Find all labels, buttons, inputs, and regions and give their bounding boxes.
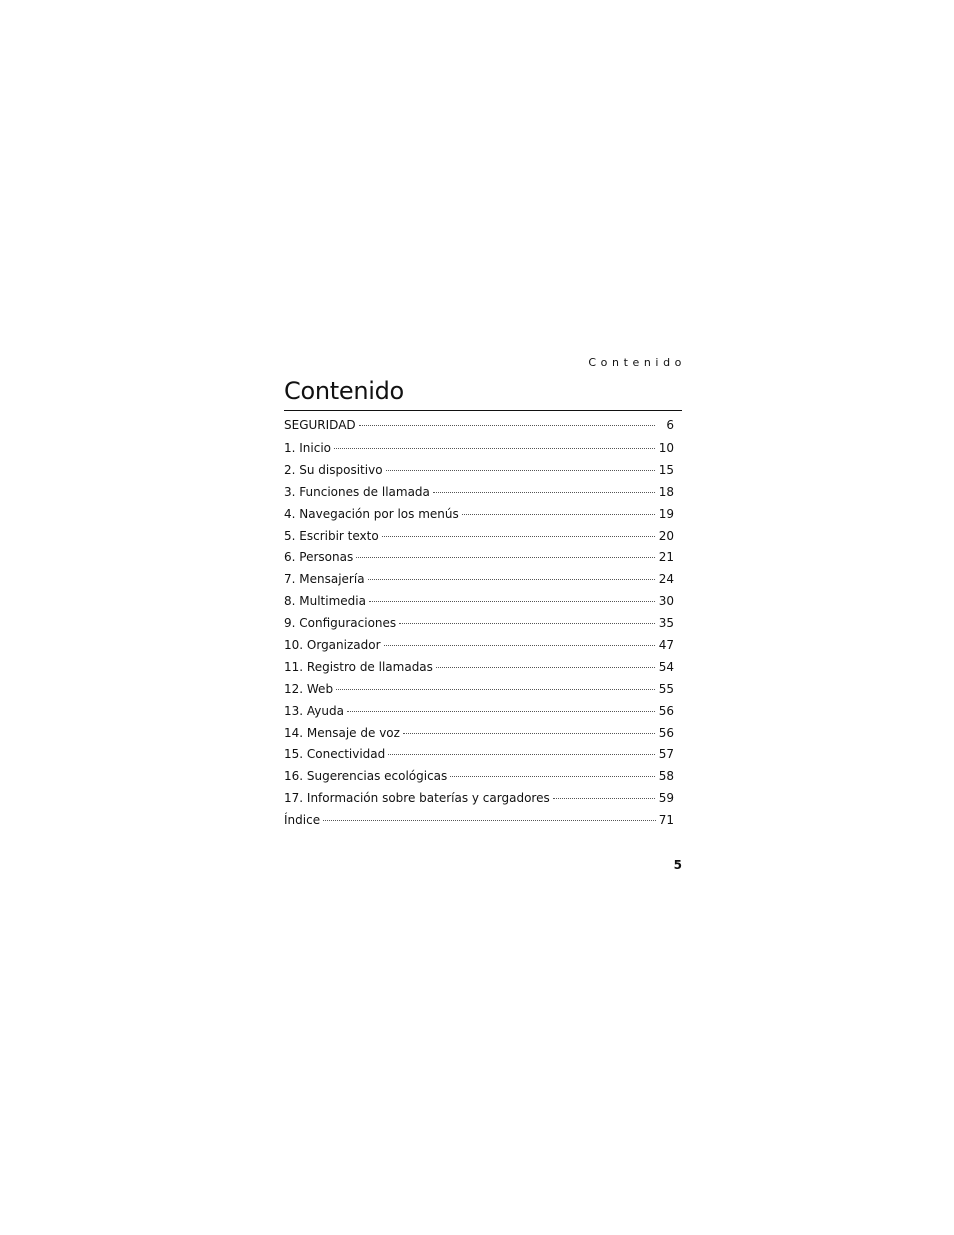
toc-dot-leader	[386, 470, 655, 471]
document-page	[284, 0, 686, 1235]
toc-entry-label: 11. Registro de llamadas	[284, 659, 433, 674]
toc-entry-page: 59	[658, 791, 674, 806]
toc-dot-leader	[382, 536, 655, 537]
toc-entry-label: 10. Organizador	[284, 638, 381, 653]
toc-dot-leader	[323, 820, 656, 821]
toc-dot-leader	[384, 645, 655, 646]
toc-entry-page: 19	[658, 506, 674, 521]
toc-entry-page: 15	[658, 462, 674, 477]
toc-entry-funciones-de-llamada[interactable]	[284, 485, 674, 507]
toc-dot-leader	[356, 557, 655, 558]
toc-entry-label: 16. Sugerencias ecológicas	[284, 769, 448, 784]
toc-entry-label: 5. Escribir texto	[284, 528, 379, 543]
toc-dot-leader	[462, 514, 655, 515]
toc-entry-page: 55	[658, 681, 674, 696]
toc-entry-label: 13. Ayuda	[284, 703, 344, 718]
toc-entry-label: 7. Mensajería	[284, 572, 365, 587]
toc-entry-page: 57	[658, 747, 674, 762]
page-title: Contenido	[284, 377, 404, 405]
toc-entry-multimedia[interactable]	[284, 594, 674, 616]
toc-entry-organizador[interactable]	[284, 638, 674, 660]
toc-entry-page: 56	[658, 725, 674, 740]
toc-entry-page: 71	[658, 813, 674, 828]
toc-dot-leader	[334, 448, 655, 449]
page-number: 5	[673, 858, 682, 872]
toc-entry-mensajeria[interactable]	[284, 572, 674, 594]
table-of-contents	[284, 418, 674, 835]
toc-entry-escribir-texto[interactable]	[284, 529, 674, 551]
toc-entry-personas[interactable]	[284, 550, 674, 572]
toc-entry-label: 8. Multimedia	[284, 594, 366, 609]
toc-entry-page: 10	[658, 441, 674, 455]
toc-dot-leader	[347, 711, 655, 712]
toc-entry-baterias-y-cargadores[interactable]	[284, 791, 674, 813]
toc-entry-label: 17. Información sobre baterías y cargadores	[284, 791, 550, 806]
toc-entry-page: 58	[658, 769, 674, 784]
toc-dot-leader	[436, 667, 655, 668]
toc-entry-label: 2. Su dispositivo	[284, 462, 383, 477]
toc-entry-label: 14. Mensaje de voz	[284, 725, 400, 740]
toc-entry-label: 3. Funciones de llamada	[284, 484, 430, 499]
toc-entry-sugerencias-ecologicas[interactable]	[284, 769, 674, 791]
toc-entry-mensaje-de-voz[interactable]	[284, 726, 674, 748]
toc-entry-configuraciones[interactable]	[284, 616, 674, 638]
toc-dot-leader	[403, 733, 655, 734]
toc-entry-navegacion-por-los-menus[interactable]	[284, 507, 674, 529]
title-divider	[284, 410, 682, 411]
toc-entry-page: 6	[666, 418, 674, 432]
toc-entry-page: 54	[658, 659, 674, 674]
toc-entry-page: 30	[658, 594, 674, 609]
toc-entry-indice[interactable]	[284, 813, 674, 835]
toc-entry-label: Índice	[284, 813, 321, 828]
toc-entry-page: 56	[658, 703, 674, 718]
toc-entry-su-dispositivo[interactable]	[284, 463, 674, 485]
toc-dot-leader	[433, 492, 655, 493]
toc-entry-label: 15. Conectividad	[284, 747, 386, 762]
toc-entry-page: 24	[658, 572, 674, 587]
toc-entry-label: 12. Web	[284, 681, 334, 696]
toc-dot-leader	[388, 754, 655, 755]
running-header: Contenido	[588, 356, 686, 369]
toc-entry-page: 47	[658, 638, 674, 653]
toc-entry-conectividad[interactable]	[284, 747, 674, 769]
toc-entry-label: 6. Personas	[284, 550, 354, 565]
toc-entry-registro-de-llamadas[interactable]	[284, 660, 674, 682]
toc-dot-leader	[450, 776, 655, 777]
toc-dot-leader	[336, 689, 655, 690]
toc-dot-leader	[399, 623, 655, 624]
toc-dot-leader	[553, 798, 655, 799]
toc-entry-page: 35	[658, 616, 674, 631]
toc-entry-page: 18	[658, 484, 674, 499]
toc-entry-label: 4. Navegación por los menús	[284, 506, 459, 521]
toc-dot-leader	[368, 579, 655, 580]
toc-entry-web[interactable]	[284, 682, 674, 704]
toc-entry-label: SEGURIDAD	[284, 418, 356, 432]
toc-entry-label: 1. Inicio	[284, 441, 332, 455]
toc-entry-page: 20	[658, 528, 674, 543]
toc-entry-ayuda[interactable]	[284, 704, 674, 726]
toc-entry-seguridad[interactable]	[284, 418, 674, 441]
toc-entry-inicio[interactable]	[284, 441, 674, 463]
toc-dot-leader	[369, 601, 655, 602]
toc-dot-leader	[359, 425, 655, 426]
toc-entry-page: 21	[658, 550, 674, 565]
toc-entry-label: 9. Configuraciones	[284, 616, 397, 631]
